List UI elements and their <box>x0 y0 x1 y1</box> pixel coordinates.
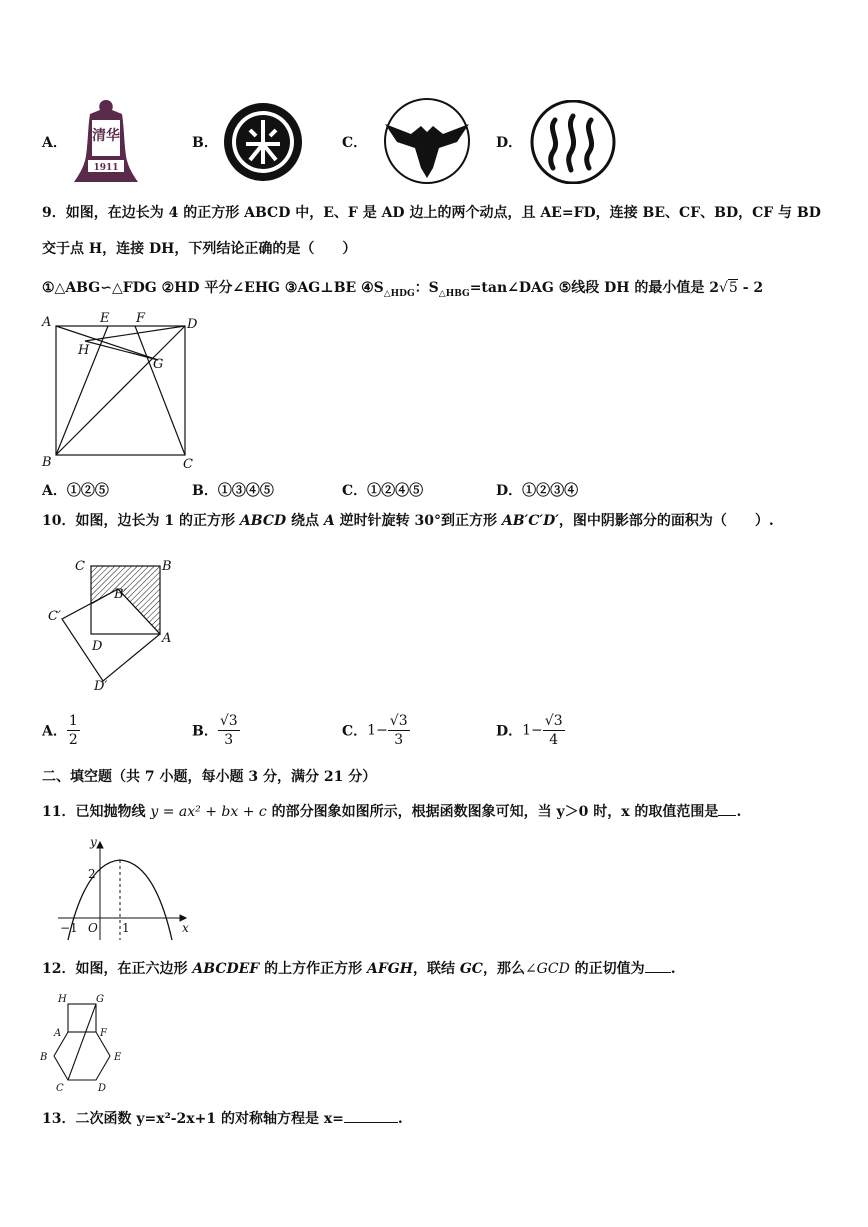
q9-label-d: D <box>187 317 198 332</box>
q11-parabola-graph <box>54 836 194 946</box>
q11-label-2: 2 <box>88 867 96 881</box>
q11-label-1: 1 <box>122 921 130 935</box>
q12-angle: ∠GCD <box>524 961 570 977</box>
q10-option-b: B． $\frac{√3}{3}$ <box>192 713 238 748</box>
q12-label-e: E <box>114 1052 122 1063</box>
q13-text: 13．二次函数 y=x²-2x+1 的对称轴方程是 x= . <box>42 1111 403 1127</box>
q9-text-line1: 9．如图，在边长为 4 的正方形 ABCD 中，E、F 是 AD 边上的两个动点，且 AE=FD，连接 BE、CF、BD，CF 与 BD <box>42 205 821 221</box>
q10-label-c-prime: C′ <box>48 609 61 624</box>
q9-option-a: A．①②⑤ <box>42 483 109 499</box>
q9-sub-hdg: △HDG <box>383 288 415 299</box>
q11-label-x: x <box>182 921 189 935</box>
q9-label-e: E <box>100 311 110 326</box>
q10-label-b-prime: B′ <box>114 587 127 602</box>
q10-label-b: B <box>162 559 172 574</box>
q8-option-b-label: B． <box>192 135 218 151</box>
q8-option-a-label: A． <box>42 135 67 151</box>
q9-text-line2: 交于点 H，连接 DH，下列结论正确的是（ ） <box>42 241 357 257</box>
tsinghua-logo-icon <box>70 96 142 188</box>
q9-sqrt-value: 5 <box>728 280 738 296</box>
section2-heading: 二、填空题（共 7 小题，每小题 3 分，满分 21 分） <box>42 769 377 785</box>
q10-option-c: C．1− $\frac{√3}{3}$ <box>342 713 408 748</box>
q10-label-a: A <box>162 631 172 646</box>
q9-option-d: D．①②③④ <box>496 483 579 499</box>
q10-text: 10．如图，边长为 1 的正方形 ABCD 绕点 A 逆时针旋转 30°到正方形 AB′C′D′，图中阴影部分的面积为（ ）. <box>42 513 774 529</box>
q9-label-a: A <box>42 315 52 330</box>
q13-answer-blank[interactable] <box>344 1122 398 1123</box>
q9-label-h: H <box>78 343 90 358</box>
wave-logo-icon <box>529 100 617 184</box>
q11-label-y: y <box>90 836 97 849</box>
q9-option-b: B．①③④⑤ <box>192 483 274 499</box>
q11-answer-blank[interactable] <box>718 815 736 816</box>
q12-label-b: B <box>40 1052 48 1063</box>
q12-label-f: F <box>100 1028 107 1039</box>
q8-option-d-label: D． <box>496 135 523 151</box>
q9-label-b: B <box>42 455 52 470</box>
q9-sub-hbg: △HBG <box>438 288 470 299</box>
q9-label-g: G <box>153 357 164 372</box>
q12-label-g: G <box>96 994 104 1005</box>
q9-label-c: C <box>183 457 193 472</box>
q12-label-a: A <box>54 1028 62 1039</box>
q9-conclusions: ①△ABG∽△FDG ②HD 平分∠EHG ③AG⊥BE $④S_{\triangle HDG}$：$S_{\triangle HBG}=\tan\angle DAG$ ⑤线段 DH 的最小值是 2√5 - 2 <box>42 280 764 299</box>
q10-label-c: C <box>75 559 85 574</box>
q10-rotation-figure <box>40 550 190 698</box>
q12-text: 12．如图，在正六边形 ABCDEF 的上方作正方形 AFGH，联结 GC，那么∠GCD 的正切值为 . <box>42 961 676 977</box>
q10-option-a: A． $\frac{1}{2}$ <box>42 713 78 748</box>
q10-label-d: D <box>92 639 103 654</box>
q11-label-neg1: −1 <box>60 921 78 935</box>
q10-label-d-prime: D′ <box>94 679 108 694</box>
q12-answer-blank[interactable] <box>645 972 671 973</box>
q12-hexagon-figure <box>36 990 136 1094</box>
q8-option-c-label: C． <box>342 135 368 151</box>
q9-label-f: F <box>136 311 146 326</box>
tsinghua-logo-year: 1911 <box>93 163 119 173</box>
q11-label-origin: O <box>88 921 98 935</box>
q12-label-d: D <box>98 1083 107 1094</box>
q11-formula: y = ax² + bx + c <box>150 804 267 820</box>
q9-square-figure <box>40 310 200 474</box>
eagle-logo-icon <box>381 98 473 184</box>
q10-option-d: D．1− $\frac{√3}{4}$ <box>496 713 563 748</box>
q9-option-c: C．①②④⑤ <box>342 483 424 499</box>
tsinghua-logo-text: 清华 <box>92 128 120 144</box>
q12-label-h: H <box>58 994 67 1005</box>
q12-label-c: C <box>56 1083 64 1094</box>
peking-university-logo-icon <box>222 102 304 182</box>
q11-text: 11．已知抛物线 y = ax² + bx + c 的部分图象如图所示，根据函数图象可知，当 y＞0 时，x 的取值范围是 . <box>42 804 742 820</box>
